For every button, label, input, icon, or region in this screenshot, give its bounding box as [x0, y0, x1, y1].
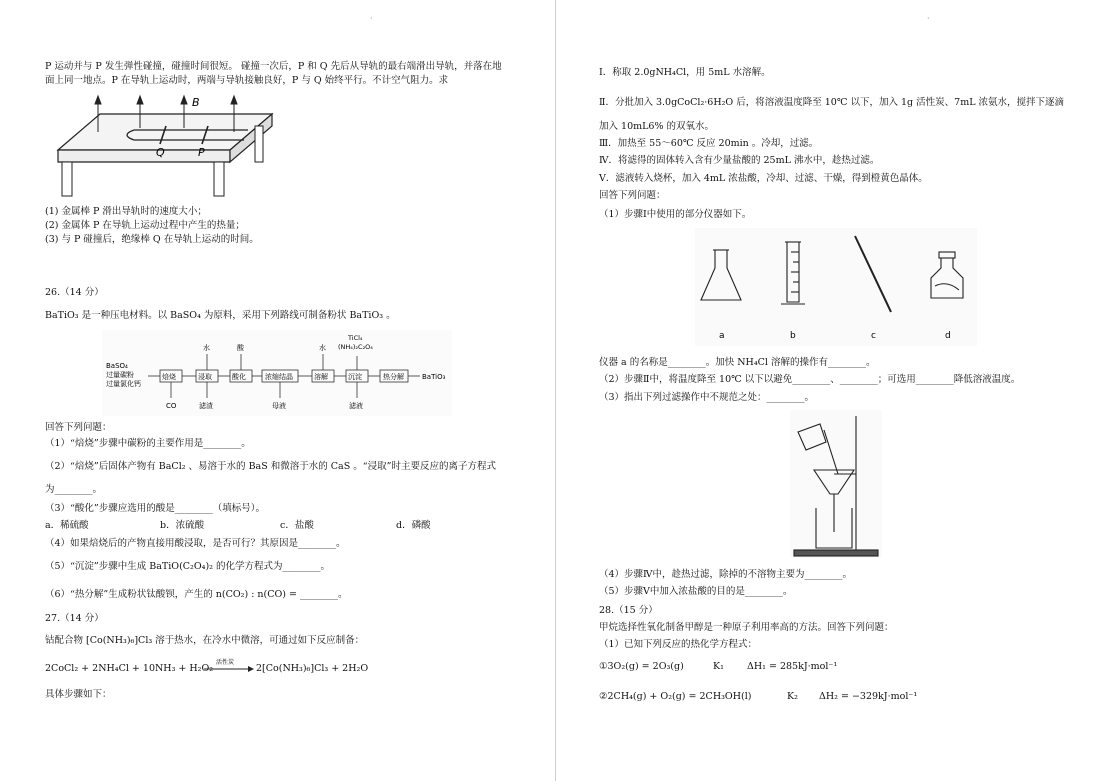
q26-option-a: a．稀硫酸	[45, 520, 89, 531]
q25-text-1: P 运动并与 P 发生弹性碰撞，碰撞时间很短。 碰撞一次后，P 和 Q 先后从导轨的最右端滑出导轨，并落在地	[45, 61, 502, 72]
q26-2b: 为________。	[45, 484, 103, 495]
q26-3: （3）“酸化”步骤应选用的酸是________（填标号）。	[45, 503, 266, 514]
inst-label-b: b	[790, 331, 796, 341]
q27-2: （2）步骤Ⅱ中，将温度降至 10℃ 以下以避免________、________；可选用________降低溶液温度。	[599, 374, 1021, 385]
right-page	[557, 0, 1106, 781]
q25-sub-2: (2) 金属体 P 在导轨上运动过程中产生的热量；	[45, 220, 245, 231]
page-divider	[555, 0, 556, 781]
flow-input-3: 过量氯化钙	[106, 380, 141, 388]
flow-top-water-2: 水	[319, 344, 326, 352]
field-label-b: B	[192, 96, 200, 109]
flow-bottom-co: CO	[166, 402, 177, 410]
flow-top-reagent-1: TiCl₄	[348, 334, 363, 342]
flow-step-7: 热分解	[383, 373, 404, 381]
q27-4: （4）步骤Ⅳ中，趁热过滤，除掉的不溶物主要为________。	[599, 569, 853, 580]
flow-step-4: 浓缩结晶	[265, 373, 293, 381]
q26-4: （4）如果焙烧后的产物直接用酸浸取，是否可行？其原因是________。	[45, 538, 346, 549]
rail-table-figure	[48, 92, 278, 202]
q25-sub-3: (3) 与 P 碰撞后，绝缘棒 Q 在导轨上运动的时间。	[45, 234, 259, 245]
flow-bottom-residue-2: 滤液	[349, 402, 363, 410]
answer-prompt-left: 回答下列问题：	[45, 422, 112, 433]
q27-equation-left: 2CoCl₂ + 2NH₄Cl + 10NH₃ + H₂O₂	[45, 663, 214, 674]
q26-option-b: b．浓硫酸	[160, 520, 205, 531]
flow-input-1: BaSO₄	[106, 362, 128, 370]
page-mark: ·	[370, 14, 373, 23]
rod-label-p: P	[198, 146, 205, 159]
q27-1-blank: 仪器 a 的名称是________。加快 NH₄Cl 溶解的操作有________。	[599, 357, 876, 368]
q25-text-2: 面上同一地点。P 在导轨上运动时，两端与导轨接触良好，P 与 Q 始终平行。不计空气阻力。求	[45, 75, 449, 86]
q27-5: （5）步骤Ⅴ中加入浓盐酸的目的是________。	[599, 586, 793, 597]
q26-option-d: d．磷酸	[396, 520, 431, 531]
flow-top-acid: 酸	[237, 344, 244, 352]
step-5: Ⅴ．滤液转入烧杯，加入 4mL 浓盐酸，冷却、过滤、干燥，得到橙黄色晶体。	[599, 173, 928, 184]
answer-prompt-right: 回答下列问题：	[599, 190, 666, 201]
q28-1: （1）已知下列反应的热化学方程式：	[599, 639, 758, 650]
flow-step-1: 焙烧	[162, 373, 176, 381]
q27-heading: 27.（14 分）	[45, 613, 104, 624]
reaction-1-enthalpy: ΔH₁ = 285kJ·mol⁻¹	[747, 661, 838, 672]
q27-intro: 钴配合物 [Co(NH₃)₆]Cl₃ 溶于热水，在冷水中微溶，可通过如下反应制备：	[45, 635, 365, 646]
q26-option-c: c．盐酸	[280, 520, 314, 531]
q26-5: （5）“沉淀”步骤中生成 BaTiO(C₂O₄)₂ 的化学方程式为________。	[45, 561, 331, 572]
inst-label-d: d	[945, 331, 951, 341]
q27-1: （1）步骤Ⅰ中使用的部分仪器如下。	[599, 209, 752, 220]
q25-sub-1: (1) 金属棒 P 滑出导轨时的速度大小；	[45, 206, 207, 217]
q27-steps-label: 具体步骤如下：	[45, 689, 112, 700]
flow-product: BaTiO₃	[422, 373, 446, 381]
step-2b: 加入 10mL6% 的双氧水。	[599, 121, 715, 132]
flow-input-2: 过量碳粉	[106, 371, 134, 379]
rod-label-q: Q	[156, 146, 165, 159]
step-4: Ⅳ．将滤得的固体转入含有少量盐酸的 25mL 沸水中，趁热过滤。	[599, 155, 880, 166]
q26-heading: 26.（14 分）	[45, 287, 104, 298]
flow-bottom-residue-1: 滤渣	[199, 402, 213, 410]
reaction-1-k: K₁	[713, 661, 724, 672]
flow-bottom-mother: 母液	[272, 402, 286, 410]
flow-step-5: 溶解	[314, 373, 328, 381]
inst-label-c: c	[871, 331, 876, 341]
step-2a: Ⅱ．分批加入 3.0gCoCl₂·6H₂O 后，将溶液温度降至 10℃ 以下，加入 1g 活性炭、7mL 浓氨水，搅拌下逐滴	[599, 97, 1065, 108]
equation-arrow	[202, 658, 254, 674]
reaction-1-equation: ①3O₂(g) = 2O₃(g)	[599, 661, 684, 672]
q27-equation-right: 2[Co(NH₃)₆]Cl₃ + 2H₂O	[256, 663, 369, 674]
flow-step-6: 沉淀	[348, 373, 362, 381]
flow-top-water-1: 水	[203, 344, 210, 352]
q26-2a: （2）“焙烧”后固体产物有 BaCl₂ 、易溶于水的 BaS 和微溶于水的 CaS 。“浸取”时主要反应的离子方程式	[45, 461, 496, 472]
step-3: Ⅲ．加热至 55～60℃ 反应 20min 。冷却，过滤。	[599, 138, 819, 149]
step-1: Ⅰ．称取 2.0gNH₄Cl，用 5mL 水溶解。	[599, 67, 771, 78]
process-flowchart	[102, 330, 452, 416]
q27-3: （3）指出下列过滤操作中不规范之处：________。	[599, 392, 815, 403]
flow-step-3: 酸化	[232, 373, 246, 381]
reaction-2-enthalpy: ΔH₂ = −329kJ·mol⁻¹	[819, 691, 918, 702]
filtration-figure	[790, 410, 882, 558]
instruments-figure	[695, 228, 977, 346]
page-mark: ·	[927, 14, 930, 23]
q28-intro: 甲烷选择性氧化制备甲醇是一种原子利用率高的方法。回答下列问题：	[599, 622, 894, 633]
flow-step-2: 浸取	[198, 373, 212, 381]
q26-6: （6）“热分解”生成粉状钛酸钡，产生的 n(CO₂) : n(CO) = ________。	[45, 589, 348, 600]
inst-label-a: a	[719, 331, 725, 341]
q26-1: （1）“焙烧”步骤中碳粉的主要作用是________。	[45, 438, 251, 449]
flow-top-reagent-2: (NH₄)₂C₂O₄	[338, 343, 373, 351]
catalyst-label: 活性炭	[216, 659, 235, 666]
q28-heading: 28.（15 分）	[599, 605, 658, 616]
reaction-2-k: K₂	[787, 691, 798, 702]
reaction-2-equation: ②2CH₄(g) + O₂(g) = 2CH₃OH(l)	[599, 691, 752, 702]
q26-intro: BaTiO₃ 是一种压电材料。以 BaSO₄ 为原料，采用下列路线可制备粉状 BaTiO₃ 。	[45, 310, 396, 321]
